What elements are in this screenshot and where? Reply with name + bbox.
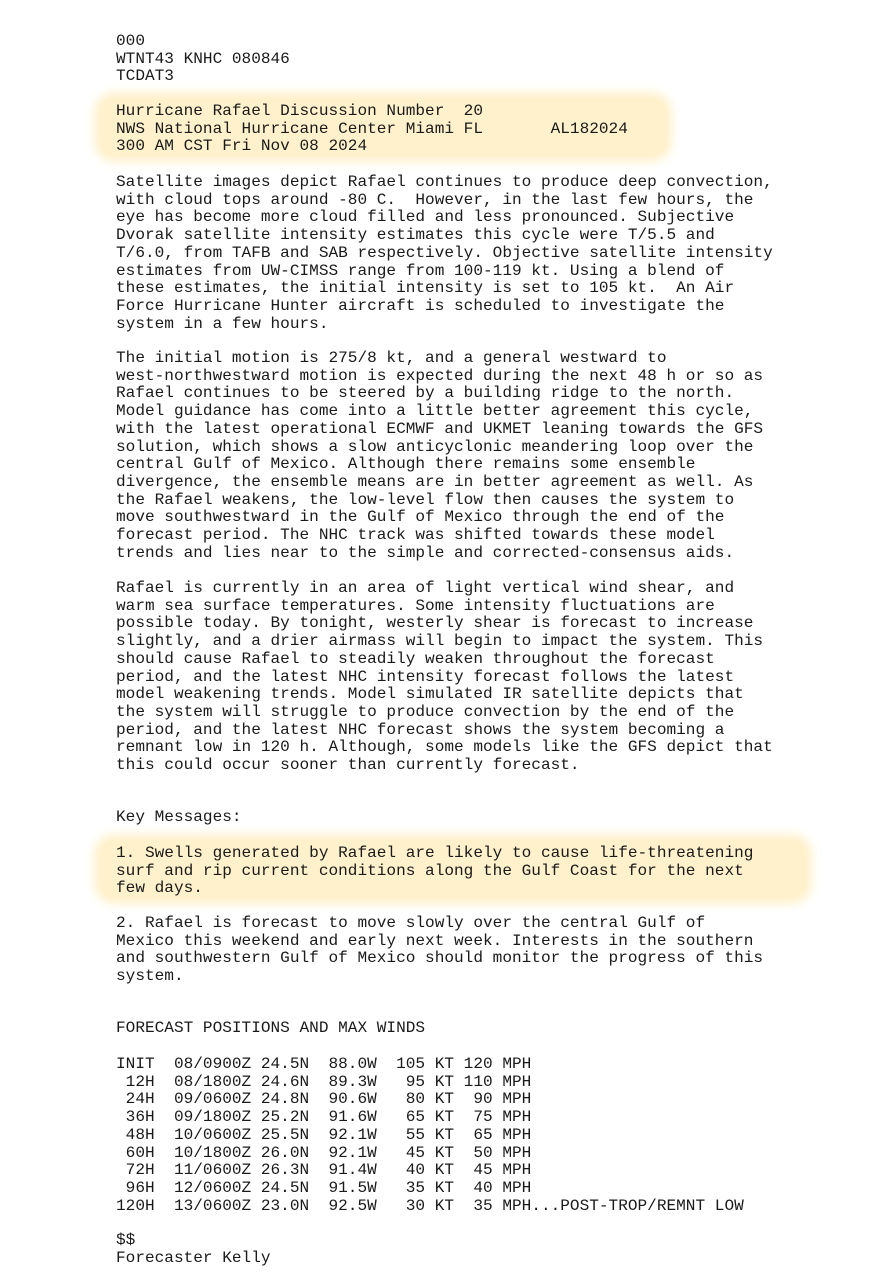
paragraph-line: Force Hurricane Hunter aircraft is scheduled to investigate the (116, 296, 725, 315)
issue-time: 300 AM CST Fri Nov 08 2024 (116, 137, 368, 156)
paragraph-line: forecast period. The NHC track was shifted towards these model (116, 526, 715, 545)
forecast-row: 24H 09/0600Z 24.8N 90.6W 80 KT 90 MPH (116, 1090, 532, 1109)
paragraph-line: this could occur sooner than currently forecast. (116, 756, 580, 775)
paragraph-line: possible today. By tonight, westerly shear is forecast to increase (116, 614, 754, 633)
key-message-line: 1. Swells generated by Rafael are likely to cause life-threatening (116, 844, 754, 862)
product-footer (116, 1232, 271, 1267)
issuing-office: NWS National Hurricane Center Miami FL AL182024 (116, 119, 628, 138)
discussion-title-block (116, 103, 628, 156)
key-message-line: surf and rip current conditions along the Gulf Coast for the next (116, 861, 744, 880)
key-messages-heading: Key Messages: (116, 808, 242, 826)
key-messages-section (116, 809, 242, 827)
forecast-row: 120H 13/0600Z 23.0N 92.5W 30 KT 35 MPH...POST-TROP/REMNT LOW (116, 1196, 744, 1215)
paragraph-line: with the latest operational ECMWF and UKMET leaning towards the GFS (116, 419, 764, 438)
paragraph-line: the system will struggle to produce convection by the end of the (116, 702, 735, 721)
paragraph-line: system in a few hours. (116, 314, 329, 333)
paragraph-line: T/6.0, from TAFB and SAB respectively. Objective satellite intensity (116, 243, 773, 262)
key-message-line: system. (116, 967, 184, 986)
header-line: WTNT43 KNHC 080846 (116, 49, 290, 68)
forecast-row: 48H 10/0600Z 25.5N 92.1W 55 KT 65 MPH (116, 1125, 532, 1144)
paragraph-line: move southwestward in the Gulf of Mexico through the end of the (116, 508, 725, 527)
forecaster-name: Forecaster Kelly (116, 1248, 271, 1267)
forecast-row: 96H 12/0600Z 24.5N 91.5W 35 KT 40 MPH (116, 1178, 532, 1197)
paragraph-line: these estimates, the initial intensity is set to 105 kt. An Air (116, 279, 735, 298)
product-header (116, 33, 290, 86)
discussion-paragraph-1 (116, 174, 773, 333)
forecast-row: 36H 09/1800Z 25.2N 91.6W 65 KT 75 MPH (116, 1108, 532, 1127)
discussion-paragraph-3 (116, 580, 773, 775)
key-message-1 (116, 845, 753, 898)
key-message-line: few days. (116, 879, 203, 898)
paragraph-line: should cause Rafael to steadily weaken throughout the forecast (116, 649, 715, 668)
paragraph-line: Rafael is currently in an area of light vertical wind shear, and (116, 579, 735, 597)
discussion-paragraph-2 (116, 350, 763, 562)
forecast-row: 12H 08/1800Z 24.6N 89.3W 95 KT 110 MPH (116, 1072, 532, 1091)
paragraph-line: eye has become more cloud filled and less pronounced. Subjective (116, 208, 735, 227)
paragraph-line: the Rafael weakens, the low-level flow then causes the system to (116, 490, 735, 509)
paragraph-line: trends and lies near to the simple and corrected-consensus aids. (116, 543, 735, 562)
forecast-row: 72H 11/0600Z 26.3N 91.4W 40 KT 45 MPH (116, 1161, 532, 1180)
header-line: 000 (116, 32, 145, 50)
paragraph-line: remnant low in 120 h. Although, some models like the GFS depict that (116, 738, 773, 757)
discussion-title: Hurricane Rafael Discussion Number 20 (116, 102, 483, 120)
paragraph-line: The initial motion is 275/8 kt, and a general westward to (116, 349, 667, 367)
paragraph-line: divergence, the ensemble means are in better agreement as well. As (116, 472, 754, 491)
forecast-heading: FORECAST POSITIONS AND MAX WINDS (116, 1019, 426, 1037)
paragraph-line: estimates from UW-CIMSS range from 100-119 kt. Using a blend of (116, 261, 725, 280)
paragraph-line: west-northwestward motion is expected during the next 48 h or so as (116, 366, 764, 385)
paragraph-line: period, and the latest NHC intensity forecast follows the latest (116, 667, 735, 686)
paragraph-line: Model guidance has come into a little better agreement this cycle, (116, 402, 754, 421)
paragraph-line: Rafael continues to be steered by a building ridge to the north. (116, 384, 735, 403)
forecast-table (116, 1056, 744, 1215)
forecast-section (116, 1020, 425, 1038)
paragraph-line: solution, which shows a slow anticyclonic meandering loop over the (116, 437, 754, 456)
paragraph-line: with cloud tops around -80 C. However, in the last few hours, the (116, 190, 754, 209)
forecast-row: 60H 10/1800Z 26.0N 92.1W 45 KT 50 MPH (116, 1143, 532, 1162)
paragraph-line: Dvorak satellite intensity estimates this cycle were T/5.5 and (116, 226, 715, 245)
key-message-line: Mexico this weekend and early next week. Interests in the southern (116, 931, 754, 950)
paragraph-line: slightly, and a drier airmass will begin to impact the system. This (116, 632, 764, 651)
key-message-line: and southwestern Gulf of Mexico should monitor the progress of this (116, 949, 764, 968)
end-marker: $$ (116, 1231, 136, 1249)
paragraph-line: Satellite images depict Rafael continues to produce deep convection, (116, 173, 773, 191)
forecast-row: INIT 08/0900Z 24.5N 88.0W 105 KT 120 MPH (116, 1055, 532, 1073)
key-message-2 (116, 915, 763, 986)
paragraph-line: central Gulf of Mexico. Although there remains some ensemble (116, 455, 696, 474)
paragraph-line: period, and the latest NHC forecast shows the system becoming a (116, 720, 725, 739)
paragraph-line: warm sea surface temperatures. Some intensity fluctuations are (116, 596, 715, 615)
paragraph-line: model weakening trends. Model simulated IR satellite depicts that (116, 685, 744, 704)
header-line: TCDAT3 (116, 67, 174, 86)
key-message-line: 2. Rafael is forecast to move slowly over the central Gulf of (116, 914, 706, 932)
